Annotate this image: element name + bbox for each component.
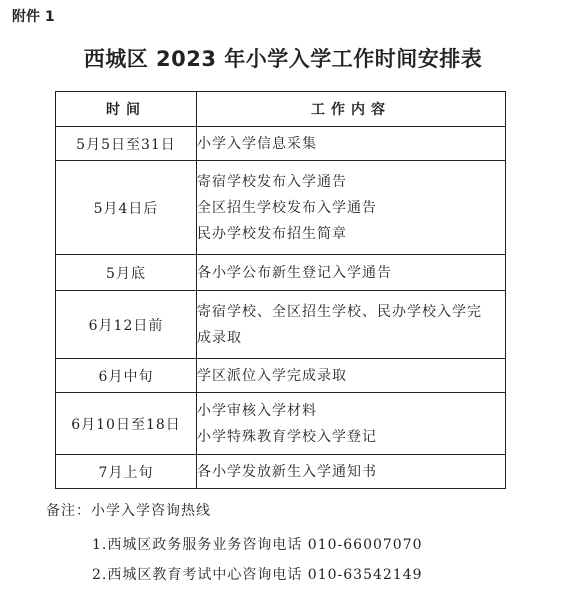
content-line: 小学入学信息采集	[197, 135, 317, 152]
notes-title: 备注：小学入学咨询热线	[46, 503, 211, 519]
table-row	[56, 255, 506, 291]
content-line: 寄宿学校发布入学通告	[197, 173, 347, 190]
row-content	[197, 255, 506, 291]
header-time: 时间	[56, 92, 197, 127]
row-content	[197, 127, 506, 161]
content-line: 全区招生学校发布入学通告	[197, 199, 377, 216]
row-content	[197, 291, 506, 359]
content-line: 各小学公布新生登记入学通告	[197, 264, 392, 281]
attachment-label: 附件 1	[12, 9, 55, 25]
row-time: 5月5日至31日	[56, 127, 197, 161]
row-content	[197, 161, 506, 255]
row-time: 6月10日至18日	[56, 393, 197, 455]
row-content	[197, 455, 506, 489]
table-row	[56, 393, 506, 455]
table-row	[56, 359, 506, 393]
table-row	[56, 291, 506, 359]
header-content: 工作内容	[197, 92, 506, 127]
content-line: 寄宿学校、全区招生学校、民办学校入学完	[197, 303, 482, 320]
row-time: 7月上旬	[56, 455, 197, 489]
row-content	[197, 359, 506, 393]
table-header-row	[56, 92, 506, 127]
row-time: 5月4日后	[56, 161, 197, 255]
content-line: 各小学发放新生入学通知书	[197, 463, 377, 480]
table-row	[56, 161, 506, 255]
content-line: 小学特殊教育学校入学登记	[197, 428, 377, 445]
row-content	[197, 393, 506, 455]
row-time: 6月12日前	[56, 291, 197, 359]
content-line: 民办学校发布招生简章	[197, 225, 347, 242]
table-row	[56, 455, 506, 489]
notes-section	[46, 500, 423, 590]
table-row	[56, 127, 506, 161]
row-time: 5月底	[56, 255, 197, 291]
content-line: 成录取	[197, 329, 242, 346]
schedule-table	[55, 91, 506, 489]
hotline-item: 1.西城区政务服务业务咨询电话 010-66007070	[92, 537, 423, 553]
hotline-item: 2.西城区教育考试中心咨询电话 010-63542149	[92, 567, 423, 583]
document-title: 西城区 2023 年小学入学工作时间安排表	[83, 47, 483, 71]
row-time: 6月中旬	[56, 359, 197, 393]
content-line: 小学审核入学材料	[197, 402, 317, 419]
content-line: 学区派位入学完成录取	[197, 367, 347, 384]
